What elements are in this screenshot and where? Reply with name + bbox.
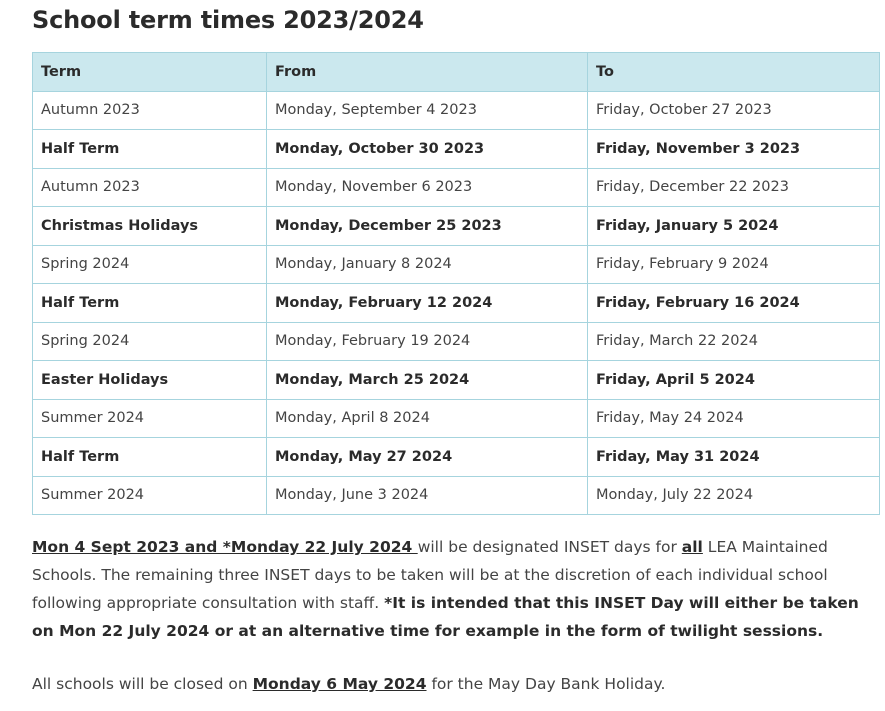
to-cell: Friday, May 24 2024 (588, 399, 880, 438)
inset-text-2: LEA Maintained Schools. The remaining three INSET days to be taken will be at the discretion of each individual school following appropriate consultation with staff. (32, 538, 828, 612)
term-cell: Half Term (33, 438, 267, 477)
to-cell: Friday, January 5 2024 (588, 207, 880, 246)
closure-paragraph (32, 670, 877, 698)
to-cell: Friday, May 31 2024 (588, 438, 880, 477)
to-cell: Monday, July 22 2024 (588, 476, 880, 515)
table-row (33, 168, 880, 207)
to-cell: Friday, February 9 2024 (588, 245, 880, 284)
inset-all: all (681, 538, 703, 556)
inset-note: *It is intended that this INSET Day will either be taken on Mon 22 July 2024 or at an alternative time for example in the form of twilight sessions. (32, 594, 859, 640)
inset-text-1: will be designated INSET days for (417, 538, 682, 556)
from-cell: Monday, January 8 2024 (267, 245, 588, 284)
table-row (33, 245, 880, 284)
header-to: To (588, 53, 880, 92)
from-cell: Monday, October 30 2023 (267, 130, 588, 169)
from-cell: Monday, May 27 2024 (267, 438, 588, 477)
table-row (33, 284, 880, 323)
term-cell: Autumn 2023 (33, 168, 267, 207)
to-cell: Friday, April 5 2024 (588, 361, 880, 400)
to-cell: Friday, December 22 2023 (588, 168, 880, 207)
header-term: Term (33, 53, 267, 92)
to-cell: Friday, October 27 2023 (588, 91, 880, 130)
table-row (33, 438, 880, 477)
term-cell: Autumn 2023 (33, 91, 267, 130)
from-cell: Monday, December 25 2023 (267, 207, 588, 246)
table-row (33, 476, 880, 515)
table-row (33, 130, 880, 169)
term-cell: Spring 2024 (33, 245, 267, 284)
from-cell: Monday, February 12 2024 (267, 284, 588, 323)
term-cell: Summer 2024 (33, 476, 267, 515)
page-title: School term times 2023/2024 (32, 6, 424, 34)
from-cell: Monday, September 4 2023 (267, 91, 588, 130)
from-cell: Monday, March 25 2024 (267, 361, 588, 400)
from-cell: Monday, November 6 2023 (267, 168, 588, 207)
from-cell: Monday, June 3 2024 (267, 476, 588, 515)
term-cell: Easter Holidays (33, 361, 267, 400)
to-cell: Friday, November 3 2023 (588, 130, 880, 169)
inset-days-paragraph (32, 533, 877, 645)
term-times-table (32, 52, 880, 515)
table-row (33, 322, 880, 361)
table-row (33, 399, 880, 438)
to-cell: Friday, February 16 2024 (588, 284, 880, 323)
from-cell: Monday, April 8 2024 (267, 399, 588, 438)
inset-dates: Mon 4 Sept 2023 and *Monday 22 July 2024 (32, 538, 418, 556)
closure-date: Monday 6 May 2024 (252, 675, 427, 693)
term-cell: Half Term (33, 284, 267, 323)
to-cell: Friday, March 22 2024 (588, 322, 880, 361)
table-header-row (33, 53, 880, 92)
term-cell: Half Term (33, 130, 267, 169)
table-row (33, 361, 880, 400)
header-from: From (267, 53, 588, 92)
closure-text-2: for the May Day Bank Holiday. (426, 675, 666, 693)
table-row (33, 91, 880, 130)
table-row (33, 207, 880, 246)
from-cell: Monday, February 19 2024 (267, 322, 588, 361)
closure-text-1: All schools will be closed on (32, 675, 253, 693)
term-cell: Summer 2024 (33, 399, 267, 438)
term-cell: Christmas Holidays (33, 207, 267, 246)
term-cell: Spring 2024 (33, 322, 267, 361)
